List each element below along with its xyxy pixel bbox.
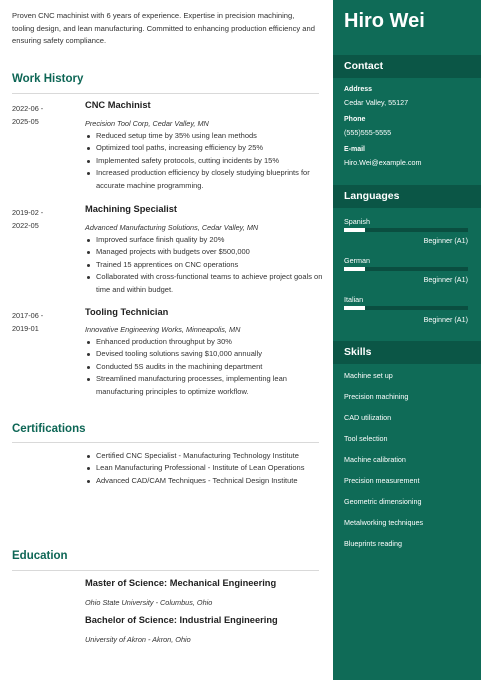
language-proficiency-fill	[344, 228, 365, 232]
phone-value: (555)555-5555	[344, 128, 392, 137]
list-item: Conducted 5S audits in the machining department	[85, 361, 325, 373]
candidate-name: Hiro Wei	[344, 10, 425, 32]
job-bullets	[85, 336, 325, 398]
list-item: Certified CNC Specialist - Manufacturing Technology Institute	[85, 450, 305, 462]
list-item: Devised tooling solutions saving $10,000 annually	[85, 348, 325, 360]
skill-item: Tool selection	[344, 434, 388, 443]
list-item: Lean Manufacturing Professional - Institute of Lean Operations	[85, 462, 305, 474]
language-proficiency-bar	[344, 228, 468, 232]
list-item: Advanced CAD/CAM Techniques - Technical Design Institute	[85, 475, 305, 487]
email-label: E-mail	[344, 146, 366, 153]
languages-heading-label: Languages	[344, 190, 400, 202]
skill-item: Machine calibration	[344, 455, 406, 464]
job-entry	[12, 100, 322, 200]
list-item: Implemented safety protocols, cutting incidents by 15%	[85, 155, 325, 167]
email-value[interactable]: Hiro.Wei@example.com	[344, 158, 422, 167]
job-end: 2019-01	[12, 324, 39, 333]
list-item: Enhanced production throughput by 30%	[85, 336, 325, 348]
divider	[12, 93, 319, 94]
contact-heading-label: Contact	[344, 60, 384, 72]
certifications-heading: Certifications	[12, 423, 86, 435]
skill-item: Machine set up	[344, 371, 393, 380]
job-title: CNC Machinist	[85, 100, 151, 110]
job-company: Advanced Manufacturing Solutions, Cedar Valley, MN	[85, 223, 259, 232]
language-level: Beginner (A1)	[423, 236, 468, 245]
address-label: Address	[344, 86, 373, 93]
job-bullets	[85, 234, 325, 296]
job-end: 2025-05	[12, 117, 39, 126]
divider	[12, 570, 319, 571]
education-heading: Education	[12, 550, 68, 562]
job-company: Innovative Engineering Works, Minneapolis, MN	[85, 325, 241, 334]
education-degree: Master of Science: Mechanical Engineering	[85, 578, 277, 588]
language-name: Spanish	[344, 217, 370, 226]
skill-item: Precision measurement	[344, 476, 420, 485]
skills-heading-label: Skills	[344, 346, 372, 358]
skill-item: CAD utilization	[344, 413, 392, 422]
job-start: 2017-06 -	[12, 311, 44, 320]
education-degree: Bachelor of Science: Industrial Engineering	[85, 615, 278, 625]
job-title: Machining Specialist	[85, 204, 177, 214]
languages-heading	[333, 185, 481, 208]
phone-label: Phone	[344, 116, 366, 123]
skill-item: Precision machining	[344, 392, 409, 401]
language-proficiency-bar	[344, 306, 468, 310]
skills-heading	[333, 341, 481, 364]
job-title: Tooling Technician	[85, 307, 169, 317]
language-level: Beginner (A1)	[423, 315, 468, 324]
list-item: Reduced setup time by 35% using lean methods	[85, 130, 325, 142]
job-dates	[12, 102, 72, 128]
education-school: University of Akron - Akron, Ohio	[85, 635, 191, 644]
language-name: Italian	[344, 295, 364, 304]
job-dates	[12, 206, 72, 232]
language-proficiency-bar	[344, 267, 468, 271]
job-bullets	[85, 130, 325, 192]
language-level: Beginner (A1)	[423, 275, 468, 284]
sidebar	[333, 0, 481, 680]
job-dates	[12, 309, 72, 335]
certifications-list	[85, 450, 305, 487]
language-name: German	[344, 256, 370, 265]
job-start: 2019-02 -	[12, 208, 44, 217]
list-item: Trained 15 apprentices on CNC operations	[85, 259, 325, 271]
language-proficiency-fill	[344, 306, 365, 310]
divider	[12, 442, 319, 443]
professional-summary: Proven CNC machinist with 6 years of experience. Expertise in precision machining, tooling design, and lean manufacturing. Committed to enhancing production efficiency and ensuring safety compliance.	[12, 11, 315, 46]
contact-heading	[333, 55, 481, 78]
list-item: Increased production efficiency by closely studying blueprints for accurate machine programming.	[85, 167, 325, 192]
list-item: Collaborated with cross-functional teams to achieve project goals on time and within budget.	[85, 271, 325, 296]
job-entry	[12, 204, 322, 304]
job-end: 2022-05	[12, 221, 39, 230]
job-entry	[12, 307, 322, 407]
skill-item: Blueprints reading	[344, 539, 402, 548]
skill-item: Geometric dimensioning	[344, 497, 422, 506]
list-item: Improved surface finish quality by 20%	[85, 234, 325, 246]
job-company: Precision Tool Corp, Cedar Valley, MN	[85, 119, 209, 128]
list-item: Managed projects with budgets over $500,000	[85, 246, 325, 258]
education-school: Ohio State University - Columbus, Ohio	[85, 598, 213, 607]
skill-item: Metalworking techniques	[344, 518, 424, 527]
list-item: Optimized tool paths, increasing efficiency by 25%	[85, 142, 325, 154]
work-history-heading: Work History	[12, 73, 84, 85]
language-proficiency-fill	[344, 267, 365, 271]
list-item: Streamlined manufacturing processes, implementing lean manufacturing principles to optimize workflow.	[85, 373, 325, 398]
address-value: Cedar Valley, 55127	[344, 98, 409, 107]
job-start: 2022-06 -	[12, 104, 44, 113]
